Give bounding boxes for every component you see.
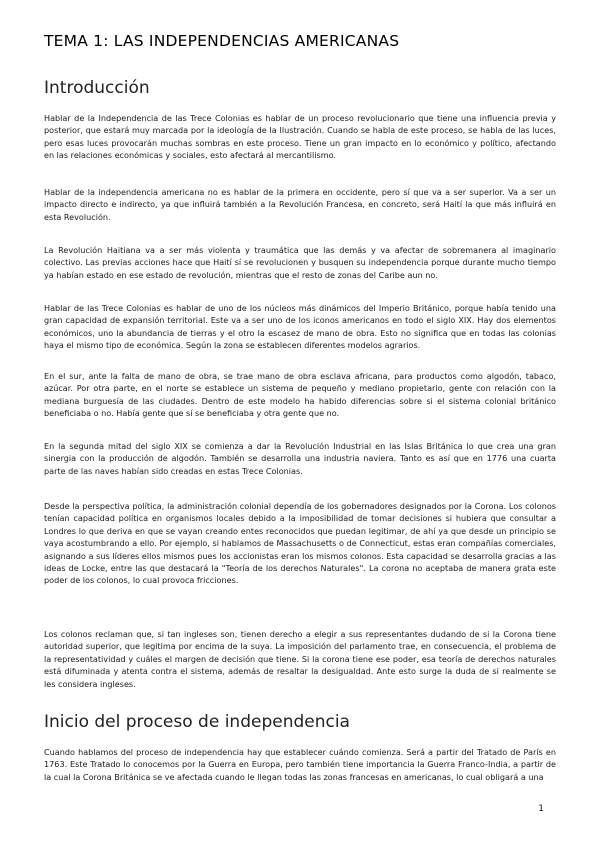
paragraph: Hablar de las Trece Colonias es hablar de uno de los núcleos más dinámicos del Imperio Británico, porque había tenido una gran capacidad de expansión territorial. Este va a ser uno de los iconos americanos en todo el siglo XIX. Hay dos elementos económicos, uno la abundancia de tierras y el otro la escasez de mano de obra. Esto no significa que en todas las colonias haya el mismo tipo de económica. Según la zona se establecen diferentes modelos agrarios. [44,303,556,351]
document-title: TEMA 1: LAS INDEPENDENCIAS AMERICANAS [44,32,400,50]
paragraph: Hablar de la independencia americana no es hablar de la primera en occidente, pero sí que va a ser superior. Va a ser un impacto directo e indirecto, ya que influirá también a la Revolución Francesa, en concreto, será Haití la que más influirá en esta Revolución. [44,187,556,222]
section-heading-inicio-proceso: Inicio del proceso de independencia [44,712,350,732]
paragraph: En la segunda mitad del siglo XIX se comienza a dar la Revolución Industrial en las Islas Británica lo que crea una gran sinergia con la producción de algodón. También se desarrolla una industria naviera. Tanto es así que en 1776 una cuarta parte de las naves habían sido creadas en estas Trece Colonias. [44,441,556,476]
page-number: 1 [538,804,544,814]
paragraph: Los colonos reclaman que, si tan ingleses son, tienen derecho a elegir a sus representantes dudando de si la Corona tiene autoridad superior, que legitima por encima de la suya. La imposición del parlamento trae, en consecuencia, el problema de la representatividad y cuáles el margen de decisión que tiene. Si la corona tiene ese poder, esa teoría de derechos naturales está difuminada y atenta contra el sistema, además de resaltar la desigualdad. Ante esto surge la duda de si realmente se les considera ingleses. [44,629,556,689]
paragraph: Hablar de la Independencia de las Trece Colonias es hablar de un proceso revolucionario que tiene una influencia previa y posterior, que estará muy marcada por la ideología de la Ilustración. Cuando se habla de este proceso, se habla de las luces, pero esas luces provocarán muchas sombras en este proceso. Tiene un gran impacto en lo económico y político, afectando en las relaciones económicas y sociales, esto afectará al mercantilismo. [44,113,556,161]
paragraph: La Revolución Haitiana va a ser más violenta y traumática que las demás y va afectar de sobremanera al imaginario colectivo. Las previas acciones hace que Haití sí se revolucionen y busquen su independencia porque durante mucho tiempo ya habían estado en ese estado de revolución, mientras que el resto de zonas del Caribe aun no. [44,245,556,280]
paragraph: Desde la perspectiva política, la administración colonial dependía de los gobernadores designados por la Corona. Los colonos tenían capacidad política en organismos locales debido a la imposibilidad de tomar decisiones si hubiera que consultar a Londres lo que deriva en que se vayan creando entes reconocidos que puedan legitimar, de ahí ya que desde un principio se vaya acostumbrando a ello. Por ejemplo, si hablamos de Massachusetts o de Connecticut, estas eran compañías comerciales, asignando a sus líderes ellos mismos pues los accionistas eran los mismos colonos. Esta capacidad se desarrolla gracias a las ideas de Locke, entre las que destacará la "Teoría de los derechos Naturales". La corona no aceptaba de manera grata este poder de los colonos, lo cual provoca fricciones. [44,501,556,586]
paragraph: En el sur, ante la falta de mano de obra, se trae mano de obra esclava africana, para productos como algodón, tabaco, azúcar. Por otra parte, en el norte se establece un sistema de pequeño y mediano propietario, gente con relación con la mediana burguesía de las ciudades. Dentro de este modelo ha habido diferencias sobre si el sistema colonial británico beneficiaba o no. Había gente que sí se beneficiaba y otra gente que no. [44,371,556,419]
section-heading-introduccion: Introducción [44,78,150,98]
paragraph: Cuando hablamos del proceso de independencia hay que establecer cuándo comienza. Será a partir del Tratado de París en 1763. Este Tratado lo conocemos por la Guerra en Europa, pero también tiene importancia la Guerra Franco-India, a partir de la cual la Corona Británica se ve afectada cuando le llegan todas las zonas francesas en americanas, lo cual obligará a una [44,747,556,782]
